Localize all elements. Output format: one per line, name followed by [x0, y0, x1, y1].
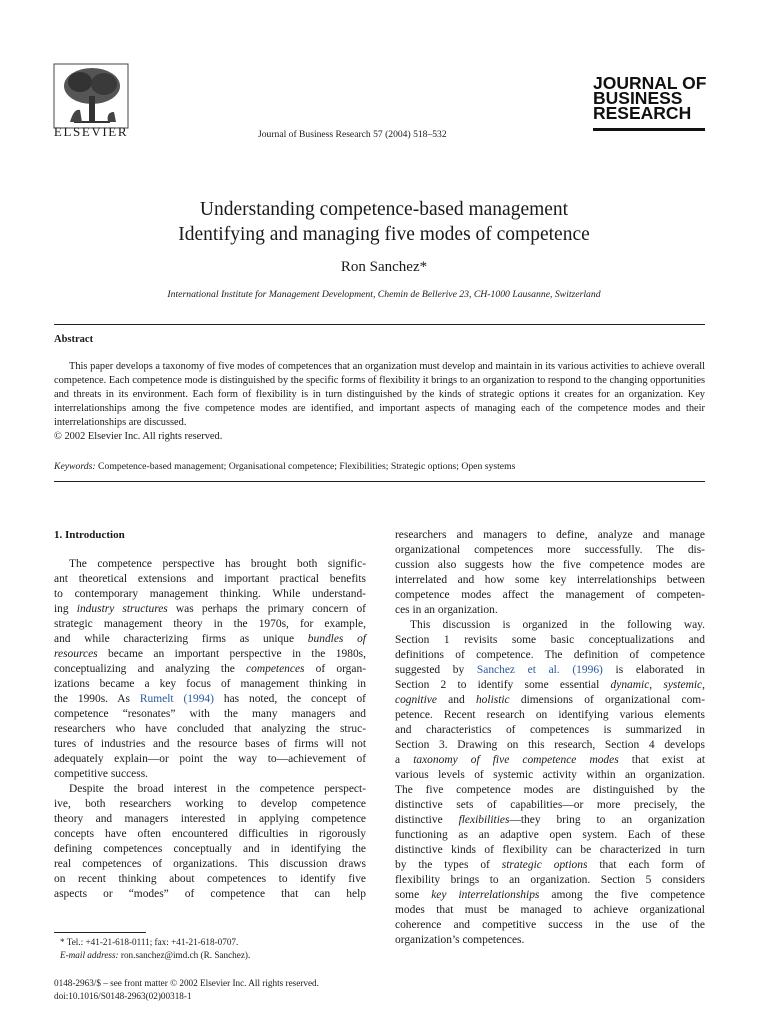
body-text: Section 2 to identify some essential — [395, 679, 611, 691]
text-line — [54, 632, 366, 647]
body-text: is elaborated in — [602, 664, 706, 676]
body-text: concepts have often encountered difficulties in rigorously — [54, 828, 366, 840]
text-line — [54, 617, 366, 632]
text-line — [54, 812, 366, 827]
body-text: izations became a key focus of management thinking in — [54, 678, 366, 690]
body-text: real competences of organizations. This discussion draws — [54, 858, 366, 870]
text-line — [54, 662, 366, 677]
text-line — [395, 738, 705, 753]
body-text: coherence and competitive success in the use of the — [395, 919, 705, 931]
divider — [54, 481, 705, 482]
text-line — [54, 782, 366, 797]
right-column-text — [395, 528, 705, 948]
body-text: and — [436, 694, 476, 706]
abstract-text: This paper develops a taxonomy of five modes of competences that an organization must develop and maintain in its various activities to achieve overall competence. Each competence mode is distinguished by the specific forms of flexibility it brings to an organization to respond to the changing opportunities and threats in its environment. Each form of flexibility is in turn distinguished by the kinds of strategic options it creates for an organization. Key interrelationships among the five competence modes are identified, and important aspects of managing each of the competence modes and their interrelationships are discussed. — [54, 361, 705, 428]
section-heading: 1. Introduction — [54, 529, 125, 541]
body-text: distinctive sets of capabilities—or more precisely, the — [395, 799, 705, 811]
emphasis-text: cognitive — [395, 694, 437, 706]
body-text: strategic management theory in the 1970s, for example, — [54, 618, 366, 630]
body-text: organizational competences more successfully. The dis- — [395, 544, 705, 556]
emphasis-text: strategic options — [501, 859, 588, 871]
emphasis-text: bundles of — [307, 633, 366, 645]
body-text: to contemporary management thinking. While understand- — [54, 588, 366, 600]
text-line — [395, 618, 705, 633]
body-text: a — [395, 754, 414, 766]
body-text: has noted, the concept of — [213, 693, 366, 705]
keywords — [54, 461, 705, 472]
text-line — [395, 573, 705, 588]
body-text: This discussion is organized in the following way. — [410, 619, 705, 631]
emphasis-text: flexibilities — [458, 814, 510, 826]
text-line — [395, 648, 705, 663]
citation-link[interactable]: Sanchez et al. (1996) — [476, 664, 603, 676]
body-text: cussion also suggests how the five competence modes are — [395, 559, 705, 571]
body-text: suggested by — [395, 664, 477, 676]
abstract-body — [54, 360, 705, 444]
body-text: competitive success. — [54, 768, 149, 780]
text-line — [395, 843, 705, 858]
text-line — [395, 768, 705, 783]
body-text: —they bring to an organization — [509, 814, 705, 826]
text-line — [54, 767, 366, 782]
text-line — [395, 708, 705, 723]
text-line — [395, 558, 705, 573]
journal-logo-line: JOURNAL OF — [593, 73, 707, 93]
text-line — [54, 692, 366, 707]
body-text: definitions of competence. The definition of competence — [395, 649, 705, 661]
article-title-line: Understanding competence-based management — [199, 199, 569, 220]
publisher-name: ELSEVIER — [53, 124, 129, 139]
body-text: conceptualizing and analyzing the — [54, 663, 247, 675]
body-text: Section 1 revisits some basic conceptualizations and — [395, 634, 705, 646]
text-line — [54, 857, 366, 872]
body-text: The competence perspective has brought both signific- — [69, 558, 366, 570]
text-line — [54, 872, 366, 887]
body-text: , — [702, 679, 705, 691]
body-text: distinctive kinds of flexibility can be characterized in turn — [395, 844, 705, 856]
body-text: various levels of systemic activity within an organization. — [395, 769, 705, 781]
text-line — [54, 557, 366, 572]
text-line — [54, 827, 366, 842]
footnote-tel: Tel.: +41-21-618-0111; fax: +41-21-618-0707. — [66, 937, 239, 947]
left-column — [54, 528, 366, 902]
body-text: flexibility brings to an organization. Section 5 considers — [395, 874, 705, 886]
citation-link[interactable]: Rumelt (1994) — [139, 693, 214, 705]
text-line — [54, 797, 366, 812]
text-line — [395, 828, 705, 843]
body-text: Despite the broad interest in the competence perspect- — [69, 783, 366, 795]
body-text: that exist at — [618, 754, 706, 766]
body-text: competence “resonates” with the many managers and — [54, 708, 366, 720]
body-text: ing — [54, 603, 77, 615]
text-line — [54, 647, 366, 662]
journal-citation: Journal of Business Research 57 (2004) 518–532 — [258, 129, 447, 140]
right-column — [395, 528, 705, 948]
body-text: the 1990s. As — [54, 693, 140, 705]
body-text: functioning as an adaptive open system. Each of these — [395, 829, 705, 841]
text-line — [395, 783, 705, 798]
divider — [54, 324, 705, 325]
journal-logo-rule — [593, 128, 705, 131]
body-text: petence. Recent research on identifying various elements — [395, 709, 705, 721]
body-text: researchers who have concluded that analyzing the struc- — [54, 723, 366, 735]
body-text: and while characterizing firms as unique — [54, 633, 308, 645]
text-line — [395, 603, 705, 618]
text-line — [395, 528, 705, 543]
footnote — [60, 936, 370, 962]
body-text: organization’s competences. — [395, 934, 525, 946]
text-line — [395, 873, 705, 888]
text-line — [395, 633, 705, 648]
body-text: ant theoretical extensions and important practical benefits — [54, 573, 366, 585]
article-subtitle-line: Identifying and managing five modes of competence — [178, 224, 590, 245]
left-column-text — [54, 557, 366, 902]
emphasis-text: dynamic — [610, 679, 650, 691]
keywords-text: Competence-based management; Organisational competence; Flexibilities; Strategic options; Open systems — [98, 461, 516, 472]
text-line — [395, 903, 705, 918]
text-line — [395, 888, 705, 903]
body-text: and characteristics of competences is summarized in — [395, 724, 705, 736]
body-text: researchers and managers to define, analyze and manage — [395, 529, 705, 541]
body-text: tures of industries and the resource bases of firms will not — [54, 738, 366, 750]
body-text: competence modes affect the management of competen- — [395, 589, 705, 601]
body-text: some — [395, 889, 432, 901]
journal-logo-line: BUSINESS — [593, 88, 683, 108]
text-line — [54, 752, 366, 767]
footnote-tel-line — [60, 936, 370, 949]
emphasis-text: holistic — [475, 694, 510, 706]
emphasis-text: taxonomy of five competence modes — [413, 754, 619, 766]
body-text: that each form of — [587, 859, 705, 871]
text-line — [395, 678, 705, 693]
text-line — [395, 933, 705, 948]
text-line — [395, 858, 705, 873]
page-footer — [54, 977, 384, 1003]
emphasis-text: competences — [246, 663, 305, 675]
body-text: modes that must be managed to achieve organizational — [395, 904, 705, 916]
footnote-email-label: E-mail address: — [60, 950, 119, 960]
emphasis-text: systemic — [663, 679, 703, 691]
body-text: ces in an organization. — [395, 604, 498, 616]
body-text: became an important perspective in the 1980s, — [97, 648, 366, 660]
body-text: theory and managers interested in applying competence — [54, 813, 366, 825]
text-line — [395, 813, 705, 828]
text-line — [54, 587, 366, 602]
text-line — [54, 887, 366, 902]
body-text: interrelated and how some key interrelationships between — [395, 574, 705, 586]
footer-issn: 0148-2963/$ – see front matter © 2002 Elsevier Inc. All rights reserved. — [54, 978, 319, 988]
text-line — [54, 602, 366, 617]
journal-logo — [593, 73, 711, 123]
text-line — [54, 737, 366, 752]
text-line — [395, 753, 705, 768]
body-text: , — [649, 679, 664, 691]
text-line — [395, 543, 705, 558]
body-text: ive, both researchers working to develop competence — [54, 798, 366, 810]
footnote-email-line — [60, 949, 370, 962]
text-line — [54, 677, 366, 692]
body-text: distinctive — [395, 814, 459, 826]
body-text: adequately explain—or point the way to—achievement of — [54, 753, 366, 765]
abstract-heading: Abstract — [54, 334, 94, 345]
text-line — [54, 722, 366, 737]
text-line — [395, 663, 705, 678]
journal-logo-line: RESEARCH — [593, 103, 692, 123]
body-text: by the types of — [395, 859, 502, 871]
abstract-copyright: © 2002 Elsevier Inc. All rights reserved. — [54, 431, 223, 442]
text-line — [395, 588, 705, 603]
author-name: Ron Sanchez* — [340, 259, 428, 275]
text-line — [395, 693, 705, 708]
footnote-email[interactable]: ron.sanchez@imd.ch (R. Sanchez). — [120, 950, 251, 960]
footnote-marker: * — [60, 937, 65, 947]
body-text: on recent thinking about competences to identify five — [54, 873, 366, 885]
author-affiliation: International Institute for Management Development, Chemin de Bellerive 23, CH-1000 Lausanne, Switzerland — [167, 289, 601, 300]
text-line — [54, 707, 366, 722]
body-text: among the five competence — [539, 889, 706, 901]
emphasis-text: key interrelationships — [431, 889, 540, 901]
text-line — [54, 572, 366, 587]
body-text: The five competence modes are distinguished by the — [395, 784, 705, 796]
elsevier-tree-icon — [52, 62, 130, 130]
text-line — [395, 723, 705, 738]
emphasis-text: industry structures — [76, 603, 168, 615]
text-line — [54, 842, 366, 857]
body-text: was perhaps the primary concern of — [167, 603, 366, 615]
text-line — [395, 918, 705, 933]
body-text: dimensions of organizational com- — [509, 694, 705, 706]
keywords-label: Keywords: — [54, 461, 96, 472]
body-text: Section 3. Drawing on this research, Section 4 develops — [395, 739, 705, 751]
text-line — [395, 798, 705, 813]
body-text: aspects or “modes” of competence that can help — [54, 888, 366, 900]
emphasis-text: resources — [54, 648, 98, 660]
footer-doi: doi:10.1016/S0148-2963(02)00318-1 — [54, 991, 192, 1001]
body-text: of organ- — [304, 663, 366, 675]
body-text: defining competences conceptually and in identifying the — [54, 843, 366, 855]
footnote-rule — [54, 932, 146, 933]
